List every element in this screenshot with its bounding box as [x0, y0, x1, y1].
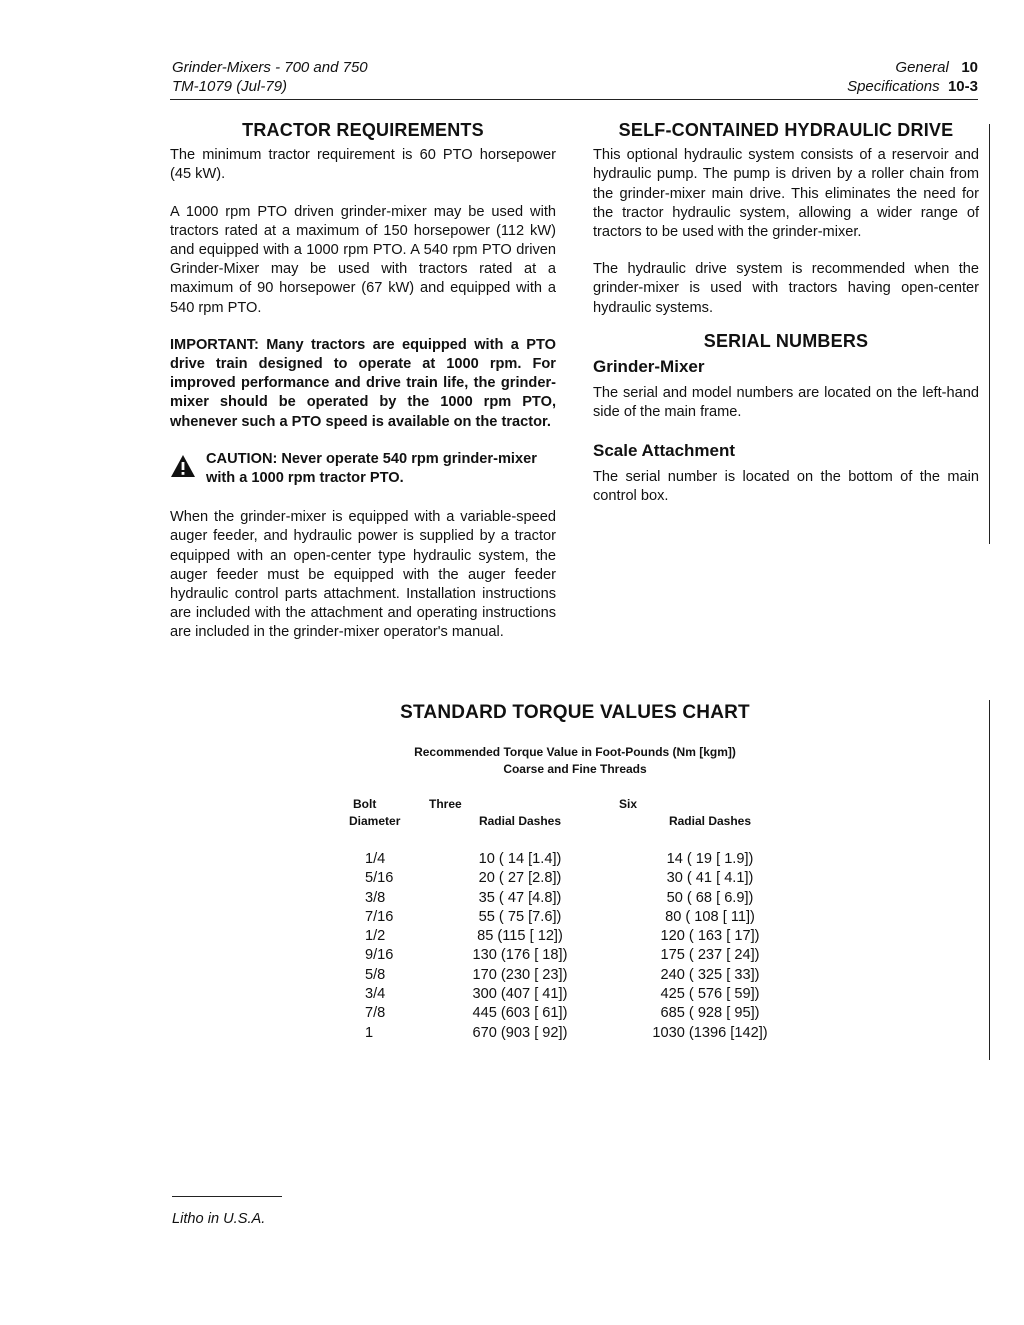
header-six-dashes: Six Radial Dashes — [619, 797, 752, 828]
scale-attachment-subheading: Scale Attachment — [593, 440, 736, 460]
torque-chart-subtitle: Recommended Torque Value in Foot-Pounds (Nm [kgm]) — [414, 745, 736, 759]
header-bolt-diameter: Bolt Diameter — [349, 797, 401, 828]
section-number: 10 — [961, 59, 978, 76]
page-number: 10-3 — [947, 78, 978, 95]
table-row: 5/8 170 (230 [ 23]) 240 ( 325 [ 33]) — [365, 966, 760, 983]
header-rule — [170, 99, 978, 100]
tractor-requirements-heading: TRACTOR REQUIREMENTS — [242, 120, 484, 140]
important-note: IMPORTANT: Many tractors are equipped with a PTO drive train designed to operate at 1000 rpm. For improved performance and drive train life, the grinder-mixer should be operated by the 1000 rpm PTO, whenever such a PTO speed is available on the tractor. — [170, 336, 556, 430]
table-row: 1/4 10 ( 14 [1.4]) 14 ( 19 [ 1.9]) — [365, 851, 754, 867]
grinder-mixer-subheading: Grinder-Mixer — [593, 357, 705, 377]
caution-block — [170, 450, 556, 488]
pto-text: A 1000 rpm PTO driven grinder-mixer may be used with tractors rated at a maximum of 150 horsepower (112 kW) and equipped with a 1000 rpm PTO. A 540 rpm PTO driven Grinder-Mixer may be used with tractors rated at a maximum of 90 horsepower (67 kW) and equipped with a 540 rpm PTO. — [170, 203, 556, 316]
manual-title: Grinder-Mixers - 700 and 750 — [172, 59, 368, 76]
right-column — [593, 121, 979, 524]
grinder-mixer-serial-text: The serial and model numbers are located on the left-hand side of the main frame. — [593, 385, 979, 421]
serial-numbers-heading: SERIAL NUMBERS — [703, 330, 869, 351]
torque-chart — [345, 702, 805, 1043]
page-label: Specifications 10-3 — [847, 78, 978, 95]
header-left — [172, 58, 368, 96]
footer-litho: Litho in U.S.A. — [172, 1196, 282, 1227]
table-row: 1/2 85 (115 [ 12]) 120 ( 163 [ 17]) — [365, 928, 760, 945]
hydraulic-recommend-text: The hydraulic drive system is recommended when the grinder-mixer is used with tractors having open-center hydraulic systems. — [593, 261, 979, 316]
table-row: 1 670 (903 [ 92]) 1030 (1396 [142]) — [365, 1024, 768, 1041]
manual-code: TM-1079 (Jul-79) — [172, 78, 288, 95]
torque-table-header — [345, 796, 805, 830]
table-row: 5/16 20 ( 27 [2.8]) 30 ( 41 [ 4.1]) — [365, 870, 754, 887]
caution-text: CAUTION: Never operate 540 rpm grinder-mixer with a 1000 rpm tractor PTO. — [206, 450, 537, 487]
hydraulic-drive-text: This optional hydraulic system consists of a reservoir and hydraulic pump. The pump is driven by a roller chain from the grinder-mixer main drive. This eliminates the need for the tractor hydraulic system, allowing a wider range of tractors to be used with the grinder-mixer. — [593, 147, 979, 241]
chart-change-bar — [989, 700, 990, 1060]
warning-triangle-icon — [170, 454, 196, 478]
table-row: 3/4 300 (407 [ 41]) 425 ( 576 [ 59]) — [365, 986, 760, 1003]
scale-serial-text: The serial number is located on the bottom of the main control box. — [593, 468, 979, 505]
table-row: 9/16 130 (176 [ 18]) 175 ( 237 [ 24]) — [365, 947, 760, 964]
min-requirement-text: The minimum tractor requirement is 60 PTO horsepower (45 kW). — [170, 147, 556, 183]
section-label: General 10 — [895, 59, 978, 76]
left-column — [170, 121, 556, 661]
torque-table-body — [345, 850, 805, 1043]
torque-chart-title: STANDARD TORQUE VALUES CHART — [400, 702, 750, 723]
torque-chart-subtitle-2: Coarse and Fine Threads — [503, 762, 647, 776]
table-row: 3/8 35 ( 47 [4.8]) 50 ( 68 [ 6.9]) — [365, 889, 754, 906]
header-three-dashes: Three Radial Dashes — [429, 797, 562, 828]
change-bar — [989, 124, 990, 544]
table-row: 7/16 55 ( 75 [7.6]) 80 ( 108 [ 11]) — [365, 908, 755, 925]
auger-feeder-text: When the grinder-mixer is equipped with a variable-speed auger feeder, and hydraulic power is supplied by a tractor equipped with an open-center type hydraulic system, the auger feeder must be equipped with the auger feeder hydraulic control parts attachment. Installation instructions are included with the attachment and operating instructions are included in the grinder-mixer operator's manual. — [170, 509, 556, 641]
hydraulic-drive-heading: SELF-CONTAINED HYDRAULIC DRIVE — [618, 120, 954, 140]
header-right — [847, 58, 978, 96]
table-row: 7/8 445 (603 [ 61]) 685 ( 928 [ 95]) — [365, 1005, 760, 1022]
